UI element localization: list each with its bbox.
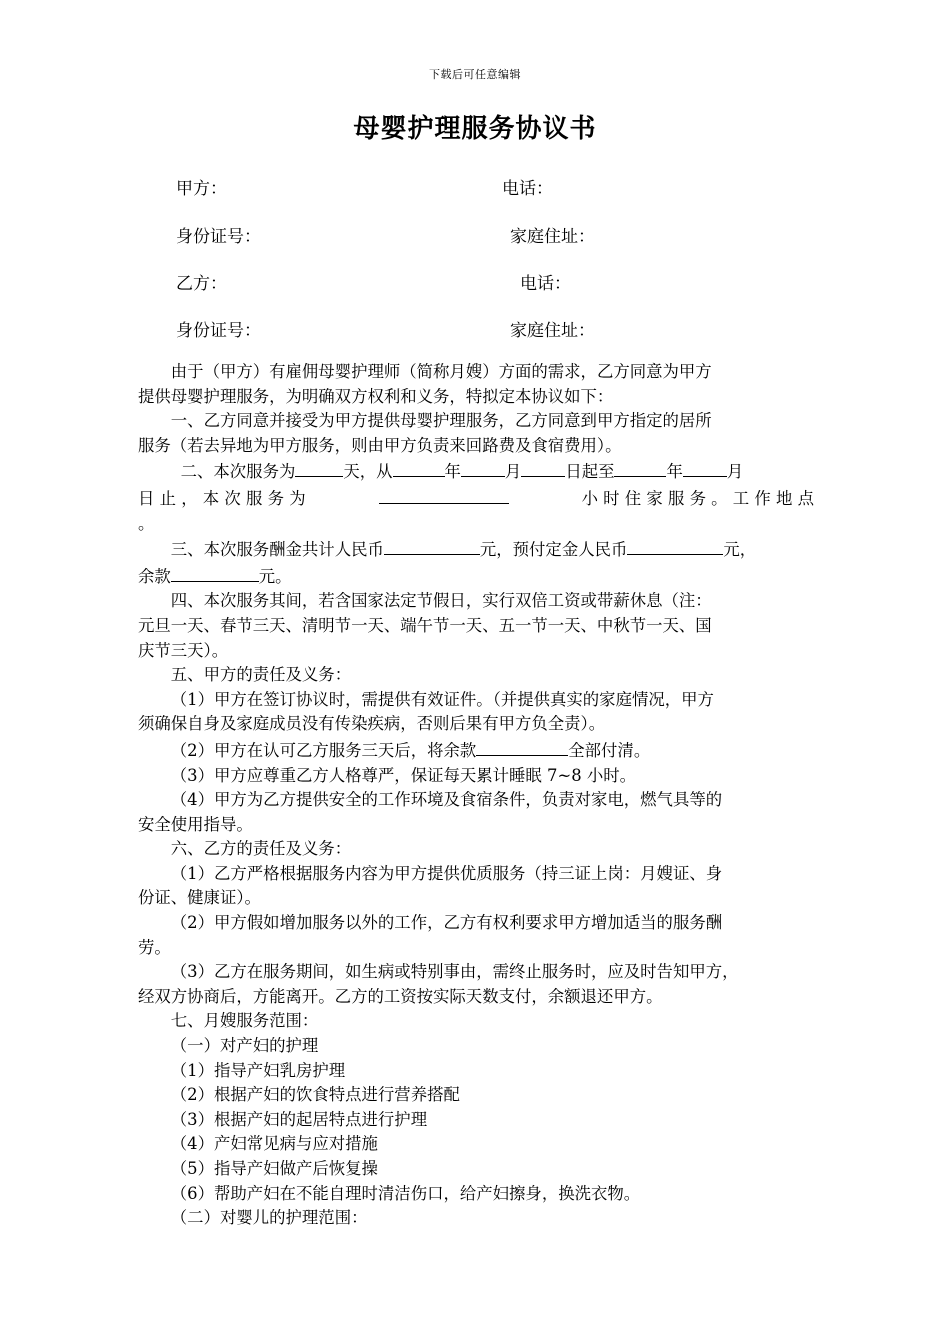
clause-7-1-item-5: （5）指导产妇做产后恢复操 [170, 1159, 378, 1178]
clause-6-3-line-1: （3）乙方在服务期间，如生病或特别事由，需终止服务时，应及时告知甲方， [170, 962, 739, 982]
party-a-label: 甲方： [176, 179, 227, 199]
clause-2-text-h: 日 止 ， 本 次 服 务 为 [138, 488, 306, 508]
agreement-body [138, 360, 814, 1231]
clause-5-2-text-a: （2）甲方在认可乙方服务三天后，将余款 [170, 740, 477, 760]
clause-7-1-item-2: （2）根据产妇的饮食特点进行营养搭配 [170, 1085, 460, 1105]
party-b-label: 乙方： [176, 274, 227, 294]
start-year-blank [393, 458, 445, 477]
clause-2-text-e: 日起至 [565, 462, 615, 482]
clause-7-1-item-1: （1）指导产妇乳房护理 [170, 1060, 346, 1080]
balance-payment-blank [476, 737, 568, 756]
clause-5-4-line-2: 安全使用指导。 [138, 814, 253, 834]
clause-5-1-line-2: 须确保自身及家庭成员没有传染疾病，否则后果有甲方负全责）。 [138, 714, 606, 734]
intro-line-2: 提供母婴护理服务，为明确双方权利和义务，特拟定本协议如下： [138, 386, 614, 406]
clause-3-text-c: 元， [723, 540, 757, 560]
balance-blank [171, 563, 259, 582]
clause-5-2 [138, 737, 814, 764]
clause-2-text-c: 年 [444, 462, 461, 482]
clause-6-3-line-2: 经双方协商后，方能离开。乙方的工资按实际天数支付，余额退还甲方。 [138, 986, 663, 1006]
clause-7-section-2: （二）对婴儿的护理范围： [170, 1208, 368, 1228]
intro-line-1: 由于（甲方）有雇佣母婴护理师（简称月嫂）方面的需求，乙方同意为甲方 [170, 362, 712, 381]
clause-3-text-e: 元。 [258, 566, 292, 586]
hours-blank [379, 485, 509, 504]
clause-2-line-1 [138, 458, 814, 485]
end-month-blank [683, 458, 727, 477]
clause-3-line-2 [138, 563, 814, 590]
end-year-blank [614, 458, 666, 477]
total-fee-blank [384, 536, 480, 555]
start-month-blank [461, 458, 505, 477]
clause-7-title: 七、月嫂服务范围： [170, 1011, 319, 1031]
party-a-id-label: 身份证号： [176, 227, 261, 247]
document-title: 母婴护理服务协议书 [353, 114, 597, 144]
party-b-address-label: 家庭住址： [510, 321, 595, 341]
clause-7-section-1: （一）对产妇的护理 [170, 1036, 319, 1056]
clause-2-text-i: 小 时 住 家 服 务 。 工 作 地 点 [581, 488, 814, 508]
clause-4-line-3: 庆节三天）。 [138, 640, 229, 660]
clause-2-text-g: 月 [726, 462, 744, 482]
header-note: 下载后可任意编辑 [429, 68, 521, 81]
clause-1-line-1: 一、乙方同意并接受为甲方提供母婴护理服务，乙方同意到甲方指定的居所 [170, 411, 712, 431]
deposit-blank [627, 536, 723, 555]
clause-2-line-3: 。 [138, 513, 155, 533]
clause-5-3: （3）甲方应尊重乙方人格尊严，保证每天累计睡眠 7~8 小时。 [170, 765, 636, 785]
clause-1-line-2: 服务（若去异地为甲方服务，则由甲方负责来回路费及食宿费用）。 [138, 435, 622, 455]
clause-3-text-a: 三、本次服务酬金共计人民币 [170, 540, 384, 560]
clause-7-1-item-6: （6）帮助产妇在不能自理时清洁伤口，给产妇擦身，换洗衣物。 [170, 1183, 641, 1203]
party-a-phone-label: 电话： [502, 179, 553, 199]
clause-2-text-d: 月 [504, 462, 522, 482]
start-day-blank [521, 458, 565, 477]
clause-6-title: 六、乙方的责任及义务： [170, 839, 352, 859]
clause-3-line-1 [138, 536, 814, 563]
clause-7-1-item-3: （3）根据产妇的起居特点进行护理 [170, 1109, 428, 1129]
party-b-id-label: 身份证号： [176, 321, 261, 341]
clause-2-line-2 [138, 485, 814, 512]
clause-4-line-1: 四、本次服务其间，若含国家法定节假日，实行双倍工资或带薪休息（注： [170, 591, 712, 611]
clause-2-text-a: 二、本次服务为 [180, 462, 296, 482]
party-a-address-label: 家庭住址： [510, 227, 595, 247]
clause-6-1-line-2: 份证、健康证）。 [138, 888, 261, 908]
clause-4-line-2: 元旦一天、春节三天、清明节一天、端午节一天、五一节一天、中秋节一天、国 [138, 615, 712, 635]
clause-5-2-text-b: 全部付清。 [568, 740, 651, 760]
clause-3-text-d: 余款 [138, 566, 171, 586]
days-blank [295, 458, 343, 477]
party-b-phone-label: 电话： [520, 274, 571, 294]
clause-5-title: 五、甲方的责任及义务： [170, 665, 352, 685]
clause-2-text-b: 天，从 [343, 462, 393, 482]
clause-3-text-b: 元，预付定金人民币 [479, 540, 628, 560]
clause-5-4-line-1: （4）甲方为乙方提供安全的工作环境及食宿条件，负责对家电，燃气具等的 [170, 790, 723, 810]
clause-6-1-line-1: （1）乙方严格根据服务内容为甲方提供优质服务（持三证上岗：月嫂证、身 [170, 863, 723, 883]
clause-6-2-line-1: （2）甲方假如增加服务以外的工作，乙方有权利要求甲方增加适当的服务酬 [170, 913, 723, 933]
clause-5-1-line-1: （1）甲方在签订协议时，需提供有效证件。（并提供真实的家庭情况，甲方 [170, 689, 714, 709]
clause-7-1-item-4: （4）产妇常见病与应对措施 [170, 1134, 378, 1154]
clause-2-text-f: 年 [666, 462, 683, 482]
clause-6-2-line-2: 劳。 [138, 937, 171, 957]
